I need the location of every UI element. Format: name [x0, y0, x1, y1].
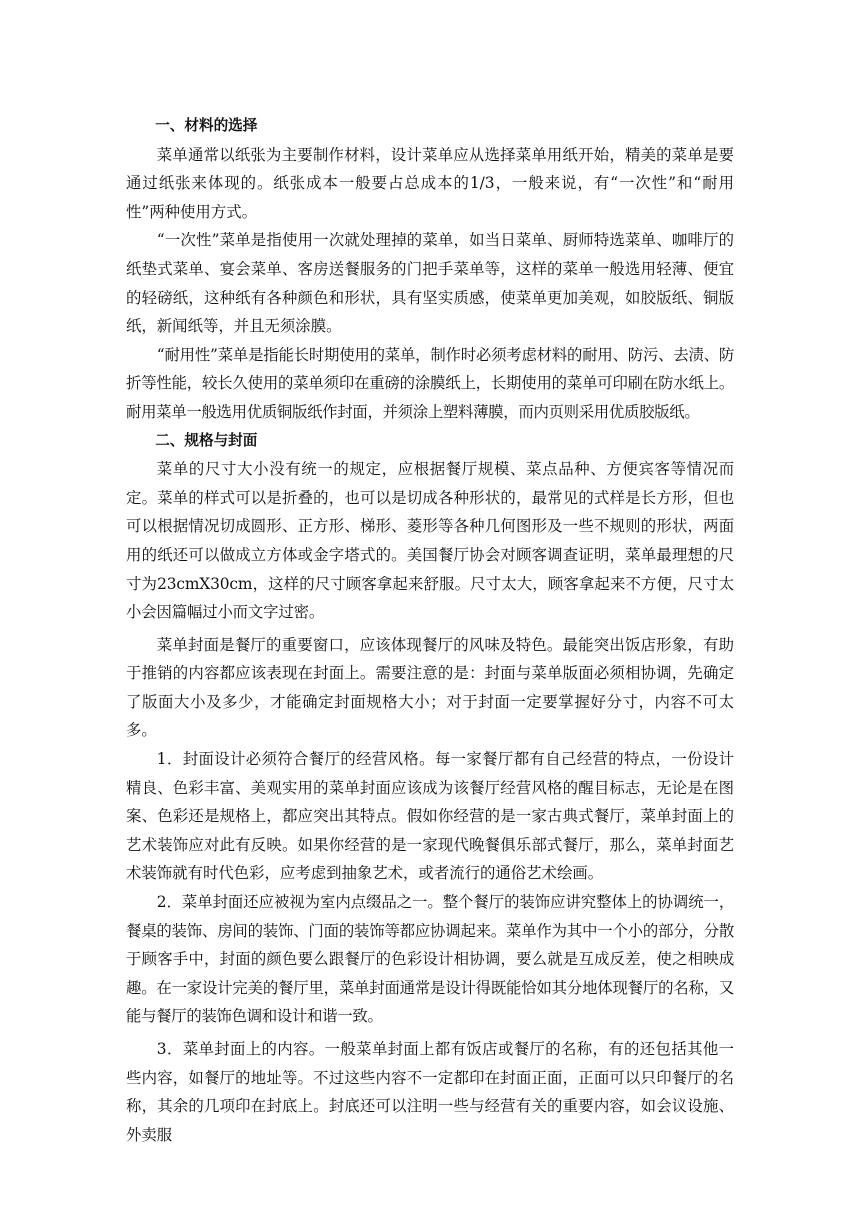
paragraph-disposable-menu: “一次性”菜单是指使用一次就处理掉的菜单，如当日菜单、厨师特选菜单、咖啡厅的纸垫式菜单、宴会菜单、客房送餐服务的门把手菜单等，这样的菜单一般选用轻薄、便宜的轻磅纸，这种纸有各种颜色和形状，具有坚实质感，使菜单更加美观，如胶版纸、铜版纸，新闻纸等，并且无须涂膜。: [126, 231, 734, 336]
paragraph-materials-intro: 菜单通常以纸张为主要制作材料，设计菜单应从选择菜单用纸开始，精美的菜单是要通过纸张来体现的。纸张成本一般要占总成本的1/3，一般来说，有“一次性”和“耐用性”两种使用方式。: [126, 145, 734, 221]
paragraph-menu-size: 菜单的尺寸大小没有统一的规定，应根据餐厅规模、菜点品种、方便宾客等情况而定。菜单的样式可以是折叠的，也可以是切成各种形状的，最常见的式样是长方形，但也可以根据情况切成圆形、正方形、梯形、菱形等各种几何图形及一些不规则的形状，两面用的纸还可以做成立方体或金字塔式的。美国餐厅协会对顾客调查证明，菜单最理想的尺寸为23cmX30cm，这样的尺寸顾客拿起来舒服。尺寸太大，顾客拿起来不方便，尺寸太小会因篇幅过小而文字过密。: [126, 460, 734, 622]
paragraph-durable-menu: “耐用性”菜单是指能长时期使用的菜单，制作时必须考虑材料的耐用、防污、去渍、防折等性能，较长久使用的菜单须印在重磅的涂膜纸上，长期使用的菜单可印刷在防水纸上。耐用菜单一般选用优质铜版纸作封面，并须涂上塑料薄膜，而内页则采用优质胶版纸。: [126, 345, 734, 421]
paragraph-cover-content: 3．菜单封面上的内容。一般菜单封面上都有饭店或餐厅的名称，有的还包括其他一些内容，如餐厅的地址等。不过这些内容不一定都印在封面正面，正面可以只印餐厅的名称，其余的几项印在封底上。封底还可以注明一些与经营有关的重要内容，如会议设施、外卖服: [126, 1040, 734, 1144]
section-heading-size-cover: 二、规格与封面: [155, 431, 258, 449]
paragraph-cover-style: 1．封面设计必须符合餐厅的经营风格。每一家餐厅都有自己经营的特点，一份设计精良、色彩丰富、美观实用的菜单封面应该成为该餐厅经营风格的醒目标志，无论是在图案、色彩还是规格上，都应突出其特点。假如你经营的是一家古典式餐厅，菜单封面上的艺术装饰应对此有反映。如果你经营的是一家现代晚餐俱乐部式餐厅，那么，菜单封面艺术装饰就有时代色彩，应考虑到抽象艺术，或者流行的通俗艺术绘画。: [126, 750, 734, 883]
paragraph-cover-decoration: 2．菜单封面还应被视为室内点缀品之一。整个餐厅的装饰应讲究整体上的协调统一，餐桌的装饰、房间的装饰、门面的装饰等都应协调起来。菜单作为其中一个小的部分，分散于顾客手中，封面的颜色要么跟餐厅的色彩设计相协调，要么就是互成反差，使之相映成趣。在一家设计完美的餐厅里，菜单封面通常是设计得既能恰如其分地体现餐厅的名称，又能与餐厅的装饰色调和设计和谐一致。: [126, 893, 734, 1026]
section-heading-materials: 一、材料的选择: [155, 117, 258, 134]
paragraph-menu-cover: 菜单封面是餐厅的重要窗口，应该体现餐厅的风味及特色。最能突出饭店形象，有助于推销的内容都应该表现在封面上。需要注意的是：封面与菜单版面必须相协调，先确定了版面大小及多少，才能确定封面规格大小；对于封面一定要掌握好分寸，内容不可太多。: [126, 635, 734, 740]
